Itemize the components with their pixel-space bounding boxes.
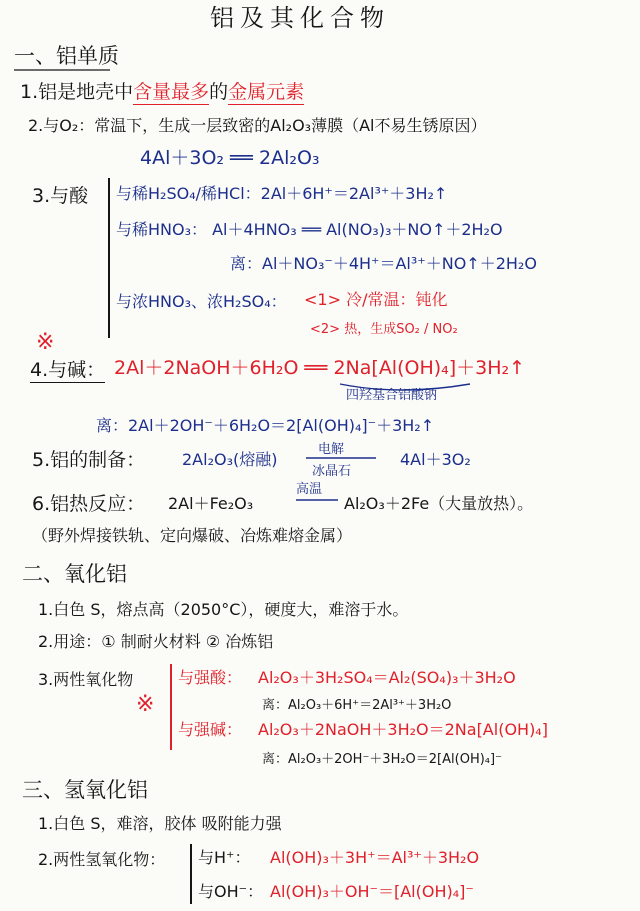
item-4-label: 4.与碱： (30, 359, 106, 381)
alumina-base-ionic: 离：Al₂O₃＋2OH⁻＋3H₂O＝2[Al(OH)₄]⁻ (262, 752, 502, 767)
item-4-product-note: 四羟基合铝酸钠 (346, 388, 438, 403)
section-heading-aluminum-hydroxide: 三、氢氧化铝 (22, 778, 148, 802)
item-5-label: 5.铝的制备： (32, 449, 146, 471)
hydroxide-base-equation: Al(OH)₃＋OH⁻＝[Al(OH)₄]⁻ (270, 882, 474, 901)
item-4-ionic-equation: 离：2Al＋2OH⁻＋6H₂O＝2[Al(OH)₄]⁻＋3H₂↑ (96, 416, 435, 435)
item-5-reactant: 2Al₂O₃(熔融) (182, 450, 278, 469)
item-3-hot-gas: <2> 热，生成SO₂ / NO₂ (310, 322, 458, 337)
item-6-product: Al₂O₃＋2Fe（大量放热）。 (344, 494, 534, 513)
item-6-applications: （野外焊接铁轨、定向爆破、冶炼难熔金属） (32, 526, 353, 545)
item-5-condition-electrolysis: 电解 (318, 442, 345, 457)
alumina-acid-label: 与强酸： (178, 668, 243, 687)
star-mark: ※ (36, 330, 55, 355)
item-3-dilute-hno3: 与稀HNO₃： Al＋4HNO₃ ══ Al(NO₃)₃＋NO↑＋2H₂O (116, 220, 503, 239)
hydroxide-item-1-properties: 1.白色 S，难溶，胶体 吸附能力强 (38, 814, 282, 833)
item-1-highlight-most: 含量最多 (133, 81, 210, 103)
item-1-highlight-metal: 金属元素 (228, 81, 305, 103)
alumina-acid-equation: Al₂O₃＋3H₂SO₄＝Al₂(SO₄)₃＋3H₂O (258, 668, 516, 687)
hydroxide-item-2-label: 2.两性氢氧化物： (38, 850, 166, 869)
item-3-dilute-h2so4-hcl: 与稀H₂SO₄/稀HCl：2Al＋6H⁺＝2Al³⁺＋3H₂↑ (116, 184, 448, 203)
item-5-condition-cryolite: 冰晶石 (312, 464, 352, 479)
alumina-base-equation: Al₂O₃＋2NaOH＋3H₂O＝2Na[Al(OH)₄] (258, 720, 548, 739)
item-5-product: 4Al＋3O₂ (400, 450, 471, 469)
star-mark-alumina: ※ (136, 692, 155, 717)
item-3-acid-label: 3.与酸 (32, 185, 89, 207)
item-2-equation: 4Al＋3O₂ ══ 2Al₂O₃ (140, 147, 320, 169)
alumina-item-1-properties: 1.白色 S，熔点高（2050°C），硬度大，难溶于水。 (38, 600, 409, 619)
alumina-item-3-label: 3.两性氧化物 (38, 670, 134, 689)
item-4-equation: 2Al＋2NaOH＋6H₂O ══ 2Na[Al(OH)₄]＋3H₂↑ (114, 357, 526, 379)
alumina-acid-ionic: 离：Al₂O₃＋6H⁺＝2Al³⁺＋3H₂O (262, 698, 452, 713)
item-2-oxygen: 2.与O₂：常温下，生成一层致密的Al₂O₃薄膜（Al不易生锈原因） (28, 116, 487, 135)
alumina-base-label: 与强碱： (178, 720, 243, 739)
note-underline (340, 384, 470, 390)
item-6-condition-high-temp: 高温 (296, 482, 323, 497)
item-3-cold-passivation: <1> 冷/常温：钝化 (304, 290, 448, 309)
item-3-concentrated-acid: 与浓HNO₃、浓H₂SO₄： (116, 292, 287, 311)
alumina-item-2-uses: 2.用途：① 制耐火材料 ② 冶炼铝 (38, 632, 274, 651)
item-3-dilute-hno3-ionic: 离：Al＋NO₃⁻＋4H⁺＝Al³⁺＋NO↑＋2H₂O (230, 254, 537, 273)
item-1-mid: 的 (209, 81, 229, 103)
item-1-prefix: 1.铝是地壳中 (20, 81, 134, 103)
hydroxide-base-label: 与OH⁻： (198, 882, 264, 901)
section-heading-aluminum: 一、铝单质 (14, 44, 119, 68)
item-6-reactant: 2Al＋Fe₂O₃ (168, 494, 254, 513)
hydroxide-acid-equation: Al(OH)₃＋3H⁺＝Al³⁺＋3H₂O (270, 848, 480, 867)
page-title: 铝及其化合物 (210, 4, 390, 32)
section-heading-alumina: 二、氧化铝 (22, 562, 127, 586)
item-6-label: 6.铝热反应： (32, 493, 146, 515)
hydroxide-acid-label: 与H⁺： (198, 848, 251, 867)
